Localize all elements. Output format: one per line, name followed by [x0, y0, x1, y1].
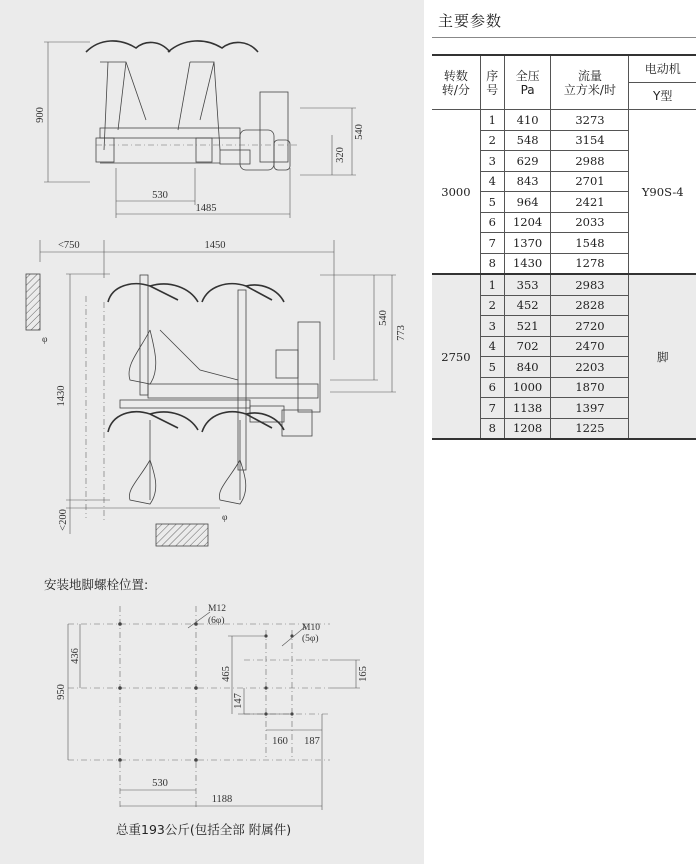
table-row: 7 1138 1397	[432, 398, 696, 419]
table-row: 6 1204 2033	[432, 212, 696, 233]
phi-mark-bottom: φ	[222, 513, 228, 523]
bolt-layout-plan	[56, 604, 369, 810]
group-3000	[432, 110, 696, 275]
total-weight-note: 总重193公斤(包括全部 附属件)	[116, 822, 292, 837]
params-title: 主要参数	[438, 12, 503, 30]
header-pressure: 全压 Pa	[504, 55, 551, 110]
dim-187: 187	[304, 736, 320, 747]
dim-147: 147	[233, 693, 244, 709]
speed-cell: 2750	[432, 274, 480, 439]
dim-436: 436	[70, 648, 81, 664]
dim-465: 465	[221, 666, 232, 682]
bolt-m10-qty: (5φ)	[302, 634, 319, 644]
table-row: 8 1208 1225	[432, 418, 696, 439]
phi-mark-left: φ	[42, 335, 48, 345]
table-row: 6 1000 1870	[432, 377, 696, 398]
dim-lt-200: <200	[58, 509, 69, 531]
header-speed: 转数 转/分	[432, 55, 480, 110]
dim-1188: 1188	[211, 794, 233, 805]
table-row: 2 548 3154	[432, 130, 696, 151]
table-row: 5 964 2421	[432, 192, 696, 213]
dim-773: 773	[396, 325, 407, 341]
bolt-m10-label: M10	[302, 623, 320, 633]
dim-320: 320	[335, 147, 346, 163]
motor-cell: 脚	[629, 274, 696, 439]
table-row: 3 521 2720	[432, 316, 696, 337]
dim-lt-750: <750	[58, 240, 80, 251]
table-row: 5 840 2203	[432, 357, 696, 378]
dim-530: 530	[152, 190, 168, 201]
speed-cell: 3000	[432, 110, 480, 275]
dim-950: 950	[56, 684, 67, 700]
table-row: 2750 1 353 2983 脚	[432, 274, 696, 295]
bolt-m12-qty: (6φ)	[208, 616, 225, 626]
table-row: 8 1430 1278	[432, 253, 696, 274]
top-view	[26, 240, 407, 546]
table-row: 7 1370 1548	[432, 233, 696, 254]
bolt-m12-label: M12	[208, 604, 226, 614]
params-title-rule	[432, 37, 696, 38]
dim-900: 900	[35, 107, 46, 123]
header-flow: 流量 立方米/时	[551, 55, 629, 110]
table-row: 3 629 2988	[432, 151, 696, 172]
dim-530-bolt: 530	[152, 778, 168, 789]
dim-540-top: 540	[378, 310, 389, 326]
table-row: 2 452 2828	[432, 295, 696, 316]
dim-160: 160	[272, 736, 288, 747]
header-seq: 序 号	[480, 55, 504, 110]
bolt-layout-title: 安装地脚螺栓位置:	[44, 577, 149, 592]
params-table	[432, 54, 696, 440]
side-view	[35, 41, 365, 218]
dim-1485: 1485	[195, 203, 217, 214]
header-motor-type: Y型	[629, 83, 696, 110]
table-row: 4 702 2470	[432, 336, 696, 357]
group-2750	[432, 274, 696, 439]
header-motor: 电动机	[629, 55, 696, 83]
dim-1450: 1450	[204, 240, 226, 251]
dim-1430: 1430	[56, 385, 67, 407]
table-row: 4 843 2701	[432, 171, 696, 192]
dim-540: 540	[354, 124, 365, 140]
motor-cell: Y90S-4	[629, 110, 696, 275]
table-row: 3000 1 410 3273 Y90S-4	[432, 110, 696, 131]
dim-165: 165	[358, 666, 369, 682]
